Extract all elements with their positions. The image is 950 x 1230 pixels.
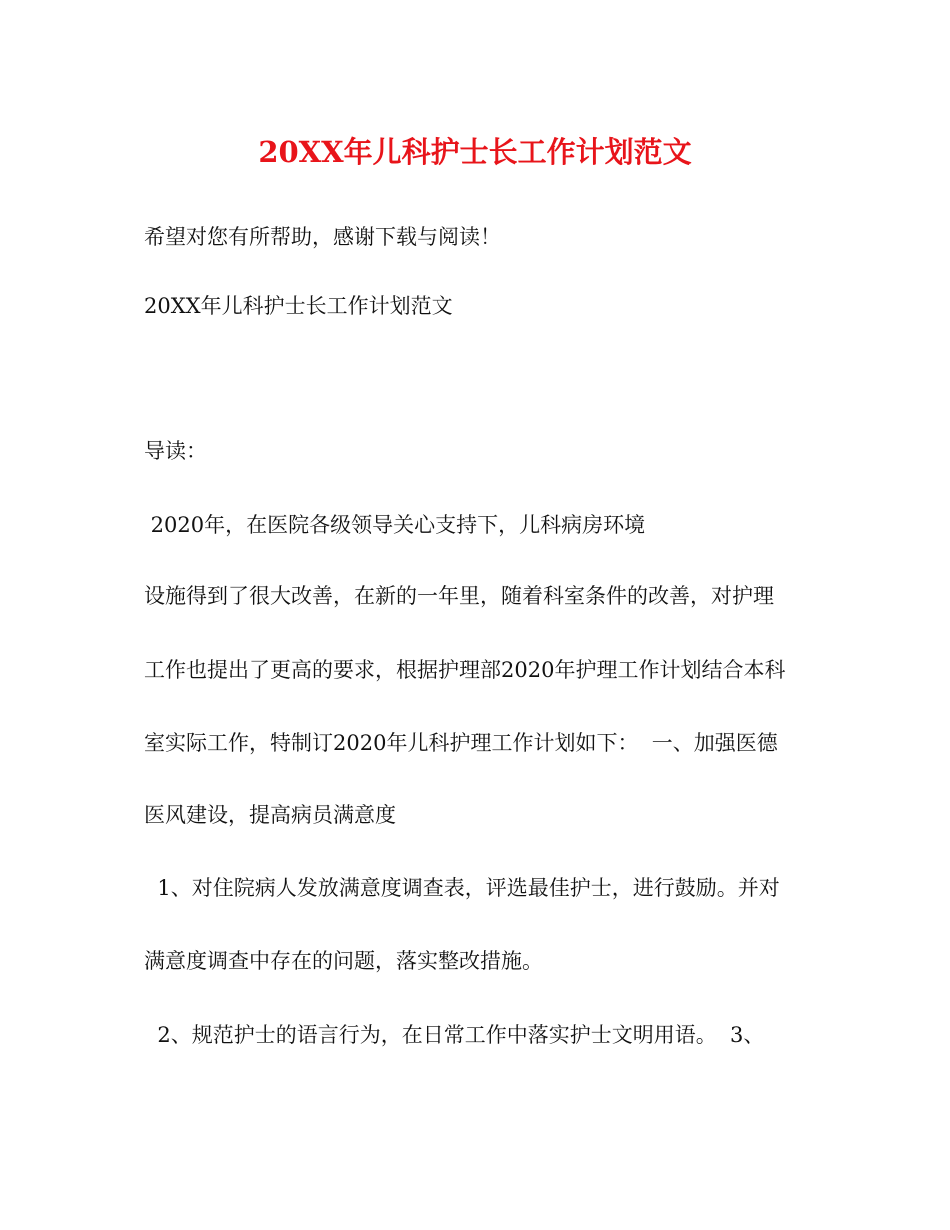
- list-item-line: 满意度调查中存在的问题，落实整改措施。: [144, 949, 543, 973]
- paragraph-line: 2020年，在医院各级领导关心支持下，儿科病房环境: [144, 513, 646, 537]
- document-title: 20XX年儿科护士长工作计划范文: [258, 135, 692, 169]
- paragraph-line: 工作也提出了更高的要求，根据护理部2020年护理工作计划结合本科: [144, 658, 786, 682]
- paragraph-line: 室实际工作，特制订2020年儿科护理工作计划如下： 一、加强医德: [144, 731, 778, 755]
- subtitle-line: 20XX年儿科护士长工作计划范文: [144, 294, 453, 318]
- paragraph-line: 医风建设，提高病员满意度: [144, 803, 396, 827]
- list-item-line: 2、规范护士的语言行为，在日常工作中落实护士文明用语。 3、: [144, 1023, 765, 1047]
- guide-label: 导读：: [144, 439, 207, 463]
- paragraph-line: 设施得到了很大改善，在新的一年里，随着科室条件的改善，对护理: [144, 584, 774, 608]
- list-item-line: 1、对住院病人发放满意度调查表，评选最佳护士，进行鼓励。并对: [144, 876, 780, 900]
- intro-line: 希望对您有所帮助，感谢下载与阅读！: [144, 225, 501, 249]
